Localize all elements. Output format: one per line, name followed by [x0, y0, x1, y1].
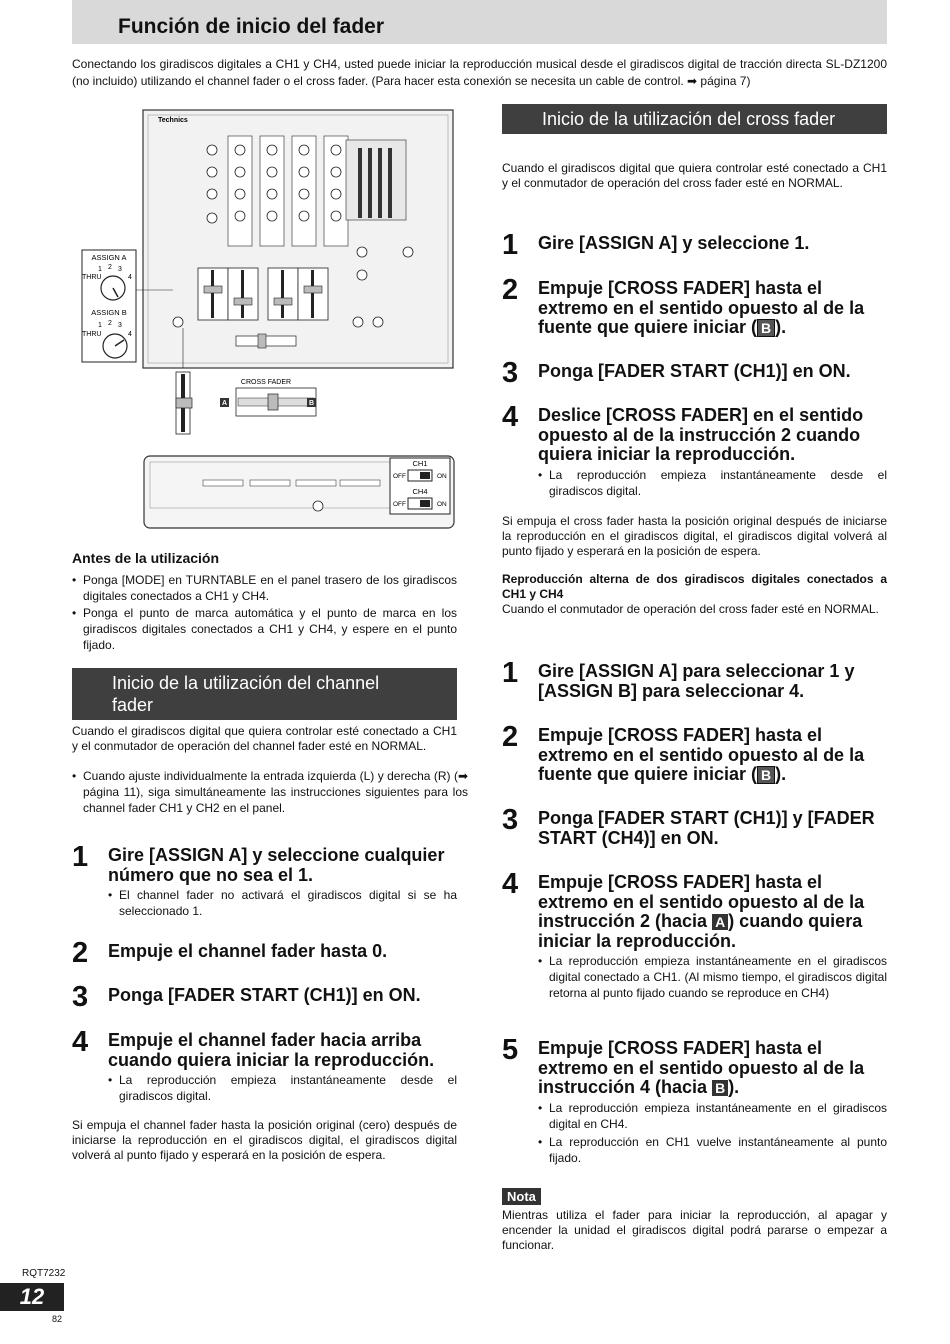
svg-text:4: 4	[128, 331, 132, 338]
svg-text:ON: ON	[437, 501, 447, 508]
channel-fader-knob	[176, 398, 192, 408]
svg-text:2: 2	[108, 264, 112, 271]
svg-text:ON: ON	[437, 473, 447, 480]
nota-label: Nota	[502, 1188, 541, 1205]
title-bar	[72, 0, 887, 44]
before-heading: Antes de la utilización	[72, 550, 220, 566]
svg-text:THRU: THRU	[82, 331, 102, 338]
ch4-label: CH4	[412, 487, 428, 496]
list-item: • Ponga [MODE] en TURNTABLE en el panel trasero de los giradiscos digitales conectados a CH1 y CH4.	[72, 572, 457, 604]
svg-text:OFF: OFF	[393, 473, 406, 480]
nota-text: Mientras utiliza el fader para iniciar la reproducción, al apagar y encender la unidad el giradiscos digital podrá pararse o empezar a funcionar.	[502, 1208, 887, 1252]
b-marker: B	[757, 766, 775, 784]
channel-section-heading: Inicio de la utilización del channel fader	[72, 668, 457, 720]
alternate-heading: Reproducción alterna de dos giradiscos digitales conectados a CH1 y CH4	[502, 572, 887, 601]
doc-code: RQT7232	[22, 1268, 66, 1279]
cross-outro: Si empuja el cross fader hasta la posición original después de iniciarse la reproducción en el giradiscos digital, el giradiscos digital volverá al punto fijado y esperará en la posición de espera.	[502, 514, 887, 558]
cross-fader-knob	[268, 394, 278, 410]
page-title: Función de inicio del fader	[118, 15, 385, 38]
assign-b-label: ASSIGN B	[91, 308, 127, 317]
svg-text:3: 3	[118, 266, 122, 273]
svg-text:B: B	[308, 400, 315, 407]
svg-text:4: 4	[128, 274, 132, 281]
svg-text:OFF: OFF	[393, 501, 406, 508]
channel-outro: Si empuja el channel fader hasta la posición original (cero) después de iniciarse la reproducción en el giradiscos digital, el giradiscos digital volverá al punto fijado y esperará en la posición de espera.	[72, 1118, 457, 1162]
cross-section-heading: Inicio de la utilización del cross fader	[502, 104, 887, 134]
svg-text:A: A	[221, 400, 228, 407]
svg-text:3: 3	[118, 322, 122, 329]
before-section	[72, 550, 457, 653]
channel-note: • Cuando ajuste individualmente la entrada izquierda (L) y derecha (R) (➡ página 11), siga simultáneamente las instrucciones siguientes para los channel fader CH1 y CH2 en el panel.	[72, 768, 468, 816]
svg-text:THRU: THRU	[82, 274, 102, 281]
brand-logo: Technics	[158, 117, 188, 124]
assign-a-label: ASSIGN A	[91, 253, 127, 262]
intro-text: Conectando los giradiscos digitales a CH1 y CH4, usted puede iniciar la reproducción musical desde el giradiscos digital de tracción directa SL-DZ1200 (no incluido) utilizando el channel fader o el cross fader. (Para hacer esta conexión se necesita un cable de control. ➡ página 7)	[72, 57, 887, 88]
mixer-diagram	[78, 100, 458, 540]
ch1-label: CH1	[412, 459, 428, 468]
alternate-intro: Cuando el conmutador de operación del cross fader esté en NORMAL.	[502, 602, 879, 616]
page-number: 12	[0, 1283, 64, 1311]
alternate-section	[502, 572, 887, 617]
nota-section	[502, 1188, 887, 1253]
page-small-number: 82	[52, 1314, 63, 1324]
a-marker: A	[712, 914, 728, 930]
list-item: • Ponga el punto de marca automática y el punto de marca en los giradiscos digitales conectados a CH1 y CH4, y espere en el punto fijado.	[72, 605, 457, 653]
svg-text:1: 1	[98, 322, 102, 329]
channel-intro: Cuando el giradiscos digital que quiera controlar esté conectado a CH1 y el conmutador de operación del channel fader esté en NORMAL.	[72, 724, 457, 753]
b-marker: B	[712, 1080, 728, 1096]
b-marker: B	[757, 319, 775, 337]
svg-text:1: 1	[98, 266, 102, 273]
svg-text:2: 2	[108, 320, 112, 327]
cross-intro: Cuando el giradiscos digital que quiera controlar esté conectado a CH1 y el conmutador de operación del cross fader esté en NORMAL.	[502, 161, 887, 190]
cross-fader-label: CROSS FADER	[240, 379, 292, 386]
